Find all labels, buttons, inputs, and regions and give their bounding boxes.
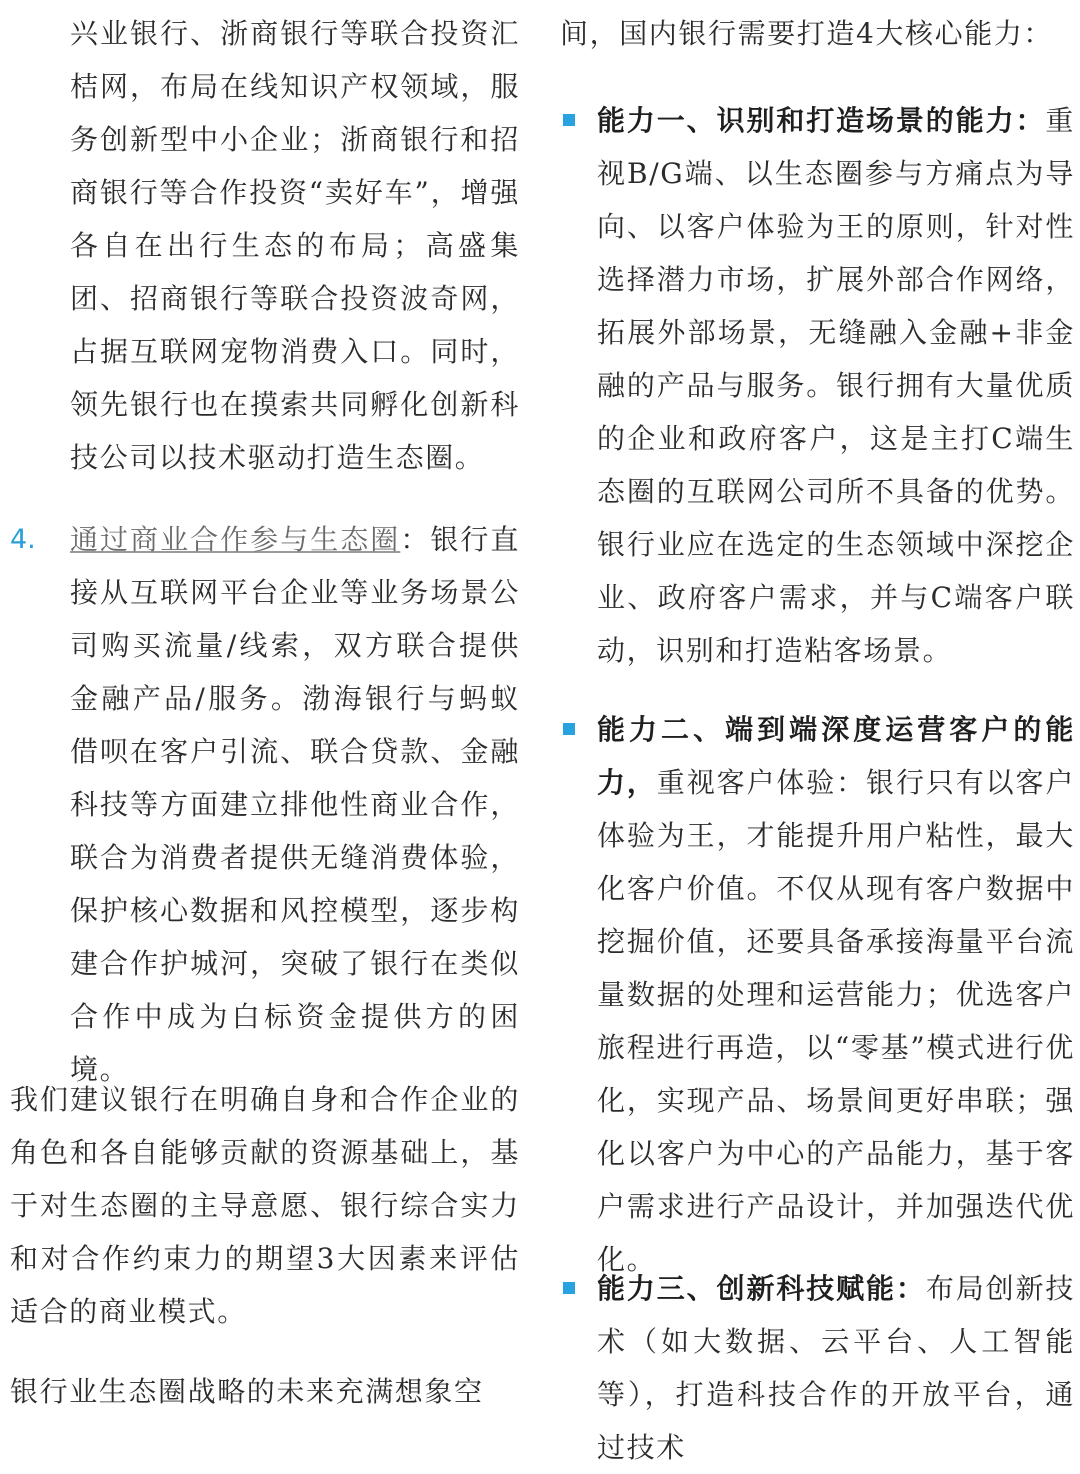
square-bullet-icon bbox=[563, 723, 575, 735]
item4-body: ：银行直接从互联网平台企业等业务场景公司购买流量/线索，双方联合提供金融产品/服务。渤海银行与蚂蚁借呗在客户引流、联合贷款、金融科技等方面建立排他性商业合作，联合为消费者提供无缝消费体验，保护核心数据和风控模型，逐步构建合作护城河，突破了银行在类似合作中成为白标资金提供方的困境。 bbox=[70, 523, 520, 1086]
item3-paragraph: 兴业银行、浙商银行等联合投资汇桔网，布局在线知识产权领域，服务创新型中小企业；浙商银行和招商银行等合作投资“卖好车”，增强各自在出行生态的布局；高盛集团、招商银行等联合投资波奇网，占据互联网宠物消费入口。同时，领先银行也在摸索共同孵化创新科技公司以技术驱动打造生态圈。 bbox=[70, 17, 520, 474]
ability-3-paragraph bbox=[597, 1262, 1075, 1474]
item4-number: 4. bbox=[10, 524, 36, 555]
ability-3-text: 布局创新技术（如大数据、云平台、人工智能等），打造科技合作的开放平台，通过技术 bbox=[597, 1272, 1075, 1464]
future-paragraph: 银行业生态圈战略的未来充满想象空 bbox=[10, 1375, 484, 1408]
square-bullet-icon bbox=[563, 114, 575, 126]
ability-3-title: 能力三、创新科技赋能： bbox=[597, 1272, 926, 1305]
continuation-paragraph: 间，国内银行需要打造4大核心能力： bbox=[560, 17, 1054, 50]
ability-1-paragraph bbox=[597, 94, 1075, 677]
recommendation-paragraph: 我们建议银行在明确自身和合作企业的角色和各自能够贡献的资源基础上，基于对生态圈的主导意愿、银行综合实力和对合作约束力的期望3大因素来评估适合的商业模式。 bbox=[10, 1083, 520, 1328]
ability-1-text: 重视B/G端、以生态圈参与方痛点为导向、以客户体验为王的原则，针对性选择潜力市场，扩展外部合作网络，拓展外部场景，无缝融入金融+非金融的产品与服务。银行拥有大量优质的企业和政府客户，这是主打C端生态圈的互联网公司所不具备的优势。银行业应在选定的生态领域中深挖企业、政府客户需求，并与C端客户联动，识别和打造粘客场景。 bbox=[597, 104, 1075, 667]
square-bullet-icon bbox=[563, 1282, 575, 1294]
ability-2-paragraph bbox=[597, 703, 1075, 1286]
item4-paragraph bbox=[70, 513, 520, 1096]
item4-heading: 通过商业合作参与生态圈 bbox=[70, 523, 401, 556]
ability-1-title: 能力一、识别和打造场景的能力： bbox=[597, 104, 1046, 137]
ability-2-text: 重视客户体验：银行只有以客户体验为王，才能提升用户粘性，最大化客户价值。不仅从现有客户数据中挖掘价值，还要具备承接海量平台流量数据的处理和运营能力；优选客户旅程进行再造，以“零基”模式进行优化，实现产品、场景间更好串联；强化以客户为中心的产品能力，基于客户需求进行产品设计，并加强迭代优化。 bbox=[597, 766, 1076, 1276]
ability-2-title: 能力二、端到端深度运营客户的能力， bbox=[597, 713, 1075, 799]
